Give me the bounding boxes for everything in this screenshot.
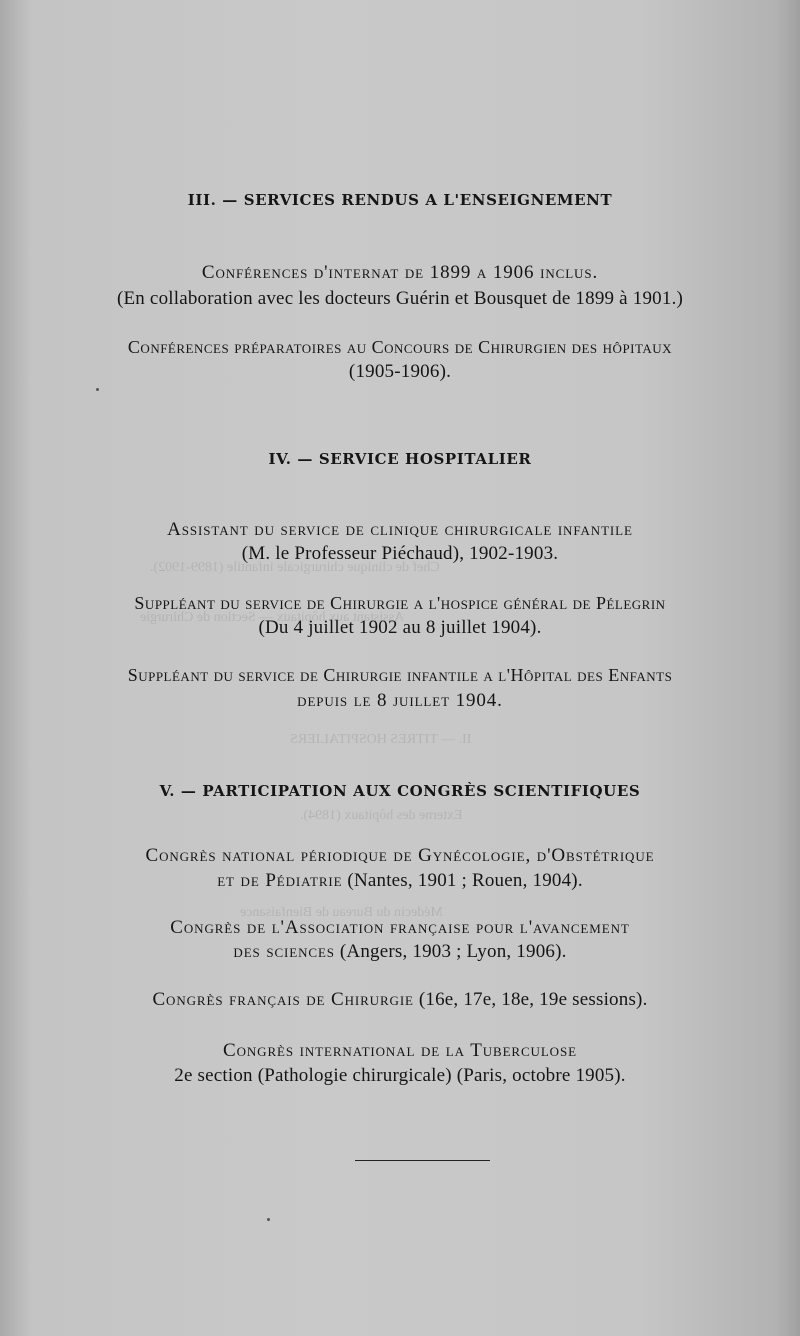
conferences-preparatoires: Conférences préparatoires au Concours de Chirurgien des hôpitaux bbox=[127, 337, 673, 357]
show-through-texture: Externe des hôpitaux (1894). bbox=[300, 808, 463, 823]
section-iii-heading: III. — SERVICES RENDUS A L'ENSEIGNEMENT bbox=[187, 191, 613, 209]
show-through-texture: Chef de clinique chirurgicale infantile (1899-1902). bbox=[150, 560, 440, 575]
show-through-texture: Assistant aux hôpitaux — Section de Chirurgie bbox=[140, 610, 405, 625]
assistant-service-detail: (M. le Professeur Piéchaud), 1902-1903. bbox=[241, 543, 559, 564]
congres-gynecologie-dates: (Nantes, 1901 ; Rouen, 1904). bbox=[342, 870, 583, 891]
ink-speck bbox=[96, 388, 99, 391]
congres-afas-detail bbox=[0, 942, 800, 961]
congres-gynecologie-pediatrie: et de Pédiatrie bbox=[217, 870, 343, 891]
congres-chirurgie bbox=[0, 990, 800, 1009]
congres-chirurgie-title: Congrès français de Chirurgie bbox=[152, 989, 414, 1010]
suppleant-enfants: Suppléant du service de Chirurgie infantile a l'Hôpital des Enfants bbox=[127, 665, 673, 685]
congres-afas-sciences: des sciences bbox=[233, 941, 335, 962]
section-v-heading: V. — PARTICIPATION AUX CONGRÈS SCIENTIFIQUES bbox=[159, 782, 641, 800]
suppleant-pelegrin-dates: (Du 4 juillet 1902 au 8 juillet 1904). bbox=[258, 617, 542, 638]
show-through-texture: Médecin du Bureau de Bienfaisance bbox=[240, 905, 443, 920]
conferences-internat: Conférences d'internat de 1899 a 1906 inclus. bbox=[201, 262, 599, 283]
congres-gynecologie: Congrès national périodique de Gynécologie, d'Obstétrique bbox=[145, 845, 655, 866]
congres-afas-dates: (Angers, 1903 ; Lyon, 1906). bbox=[334, 941, 567, 962]
show-through-texture: II. — TITRES HOSPITALIERS bbox=[290, 732, 472, 747]
congres-tuberculose: Congrès international de la Tuberculose bbox=[223, 1040, 577, 1061]
congres-gynecologie-detail bbox=[0, 871, 800, 890]
assistant-service: Assistant du service de clinique chirurgicale infantile bbox=[167, 519, 633, 540]
congres-tuberculose-detail: 2e section (Pathologie chirurgicale) (Paris, octobre 1905). bbox=[174, 1065, 626, 1086]
collaboration-note: (En collaboration avec les docteurs Guérin et Bousquet de 1899 à 1901.) bbox=[116, 288, 684, 309]
suppleant-enfants-dates: depuis le 8 juillet 1904. bbox=[297, 690, 503, 711]
suppleant-pelegrin: Suppléant du service de Chirurgie a l'hospice général de Pélegrin bbox=[134, 593, 666, 613]
congres-afas: Congrès de l'Association française pour l'avancement bbox=[170, 917, 630, 938]
ink-speck bbox=[267, 1218, 270, 1221]
section-iv-heading: IV. — SERVICE HOSPITALIER bbox=[268, 450, 532, 468]
conferences-preparatoires-years: (1905-1906). bbox=[348, 361, 452, 382]
congres-chirurgie-sessions: (16e, 17e, 18e, 19e sessions). bbox=[413, 989, 648, 1010]
closing-rule bbox=[355, 1160, 490, 1161]
